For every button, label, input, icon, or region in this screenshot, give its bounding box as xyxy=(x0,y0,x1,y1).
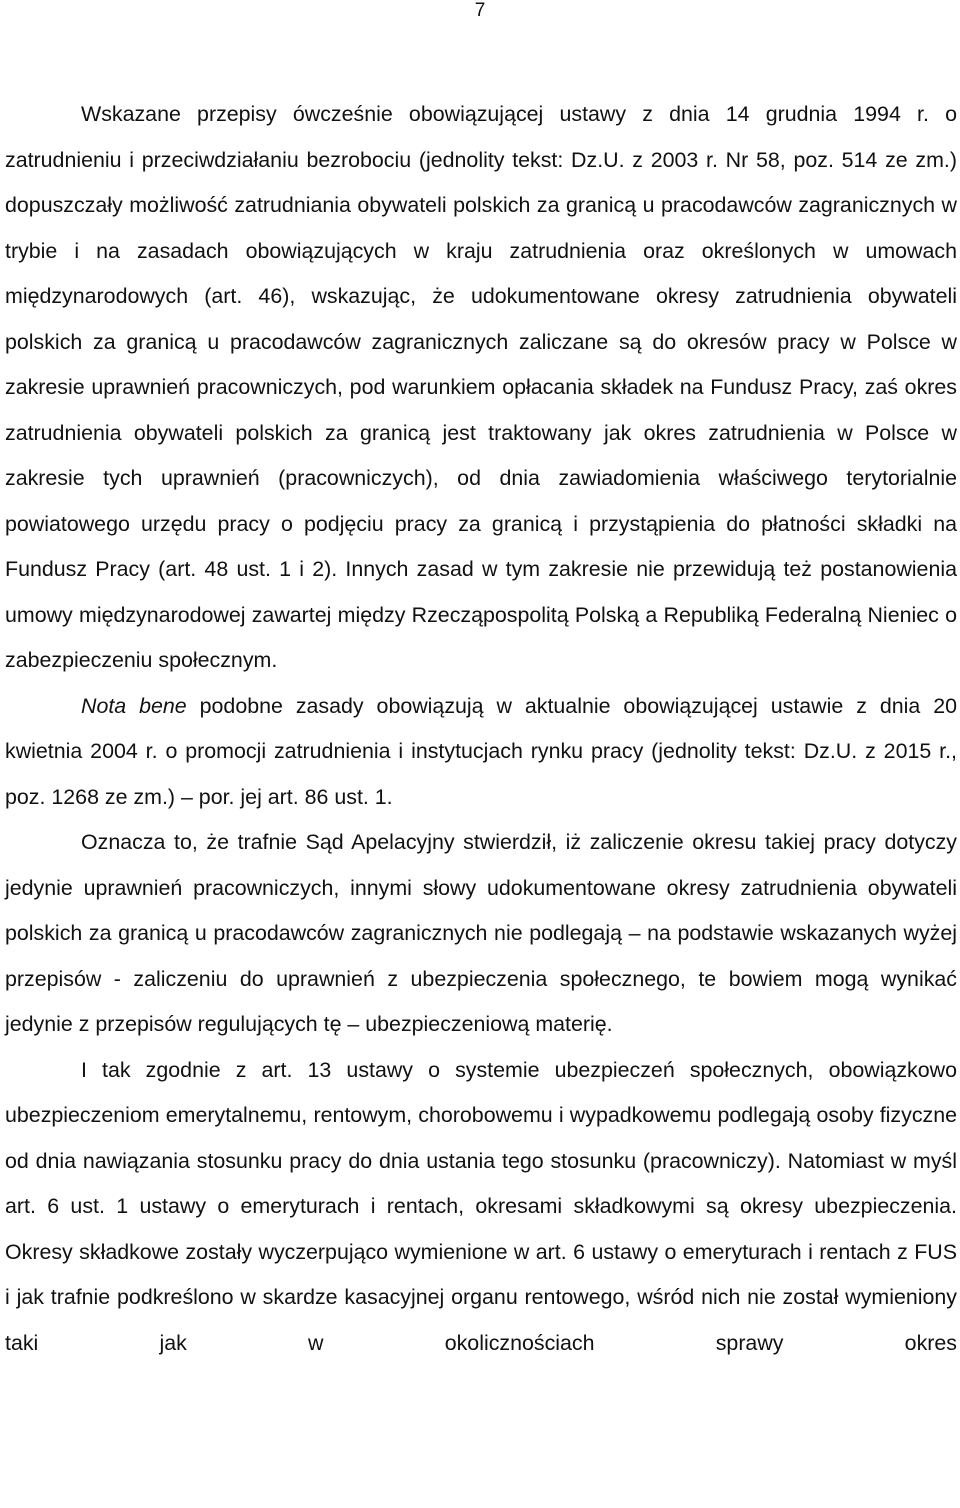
paragraph-4: I tak zgodnie z art. 13 ustawy o systemie ubezpieczeń społecznych, obowiązkowo ubezpieczeniom emerytalnemu, rentowym, chorobowemu i wypadkowemu podlegają osoby fizyczne od dnia nawiązania stosunku pracy do dnia ustania tego stosunku (pracowniczy). Natomiast w myśl art. 6 ust. 1 ustawy o emeryturach i rentach, okresami składkowymi są okresy ubezpieczenia. Okresy składkowe zostały wyczerpująco wymienione w art. 6 ustawy o emeryturach i rentach z FUS i jak trafnie podkreślono w skardze kasacyjnej organu rentowego, wśród nich nie został wymieniony taki jak w okolicznościach sprawy okres xyxy=(5,1057,957,1355)
paragraph-2-text: podobne zasady obowiązują w aktualnie obowiązującej ustawie z dnia 20 kwietnia 2004 r. o promocji zatrudnienia i instytucjach rynku pracy (jednolity tekst: Dz.U. z 2015 r., poz. 1268 ze zm.) – por. jej art. 86 ust. 1. xyxy=(5,693,957,809)
paragraph-2 xyxy=(5,684,957,821)
nota-bene-italic: Nota bene xyxy=(81,693,187,718)
paragraph-3: Oznacza to, że trafnie Sąd Apelacyjny stwierdził, iż zaliczenie okresu takiej pracy dotyczy jedynie uprawnień pracowniczych, innymi słowy udokumentowane okresy zatrudnienia obywateli polskich za granicą u pracodawców zagranicznych nie podlegają – na podstawie wskazanych wyżej przepisów - zaliczeniu do uprawnień z ubezpieczenia społecznego, te bowiem mogą wynikać jedynie z przepisów regulujących tę – ubezpieczeniową materię. xyxy=(5,830,957,1036)
page-number: 7 xyxy=(474,0,486,21)
document-body xyxy=(5,92,957,1366)
paragraph-1: Wskazane przepisy ówcześnie obowiązującej ustawy z dnia 14 grudnia 1994 r. o zatrudnieniu i przeciwdziałaniu bezrobociu (jednolity tekst: Dz.U. z 2003 r. Nr 58, poz. 514 ze zm.) dopuszczały możliwość zatrudniania obywateli polskich za granicą u pracodawców zagranicznych w trybie i na zasadach obowiązujących w kraju zatrudnienia oraz określonych w umowach międzynarodowych (art. 46), wskazując, że udokumentowane okresy zatrudnienia obywateli polskich za granicą u pracodawców zagranicznych zaliczane są do okresów pracy w Polsce w zakresie uprawnień pracowniczych, pod warunkiem opłacania składek na Fundusz Pracy, zaś okres zatrudnienia obywateli polskich za granicą jest traktowany jak okres zatrudnienia w Polsce w zakresie tych uprawnień (pracowniczych), od dnia zawiadomienia właściwego terytorialnie powiatowego urzędu pracy o podjęciu pracy za granicą i przystąpienia do płatności składki na Fundusz Pracy (art. 48 ust. 1 i 2). Innych zasad w tym zakresie nie przewidują też postanowienia umowy międzynarodowej zawartej między Rzecząpospolitą Polską a Republiką Federalną Nieniec o zabezpieczeniu społecznym. xyxy=(5,102,957,672)
